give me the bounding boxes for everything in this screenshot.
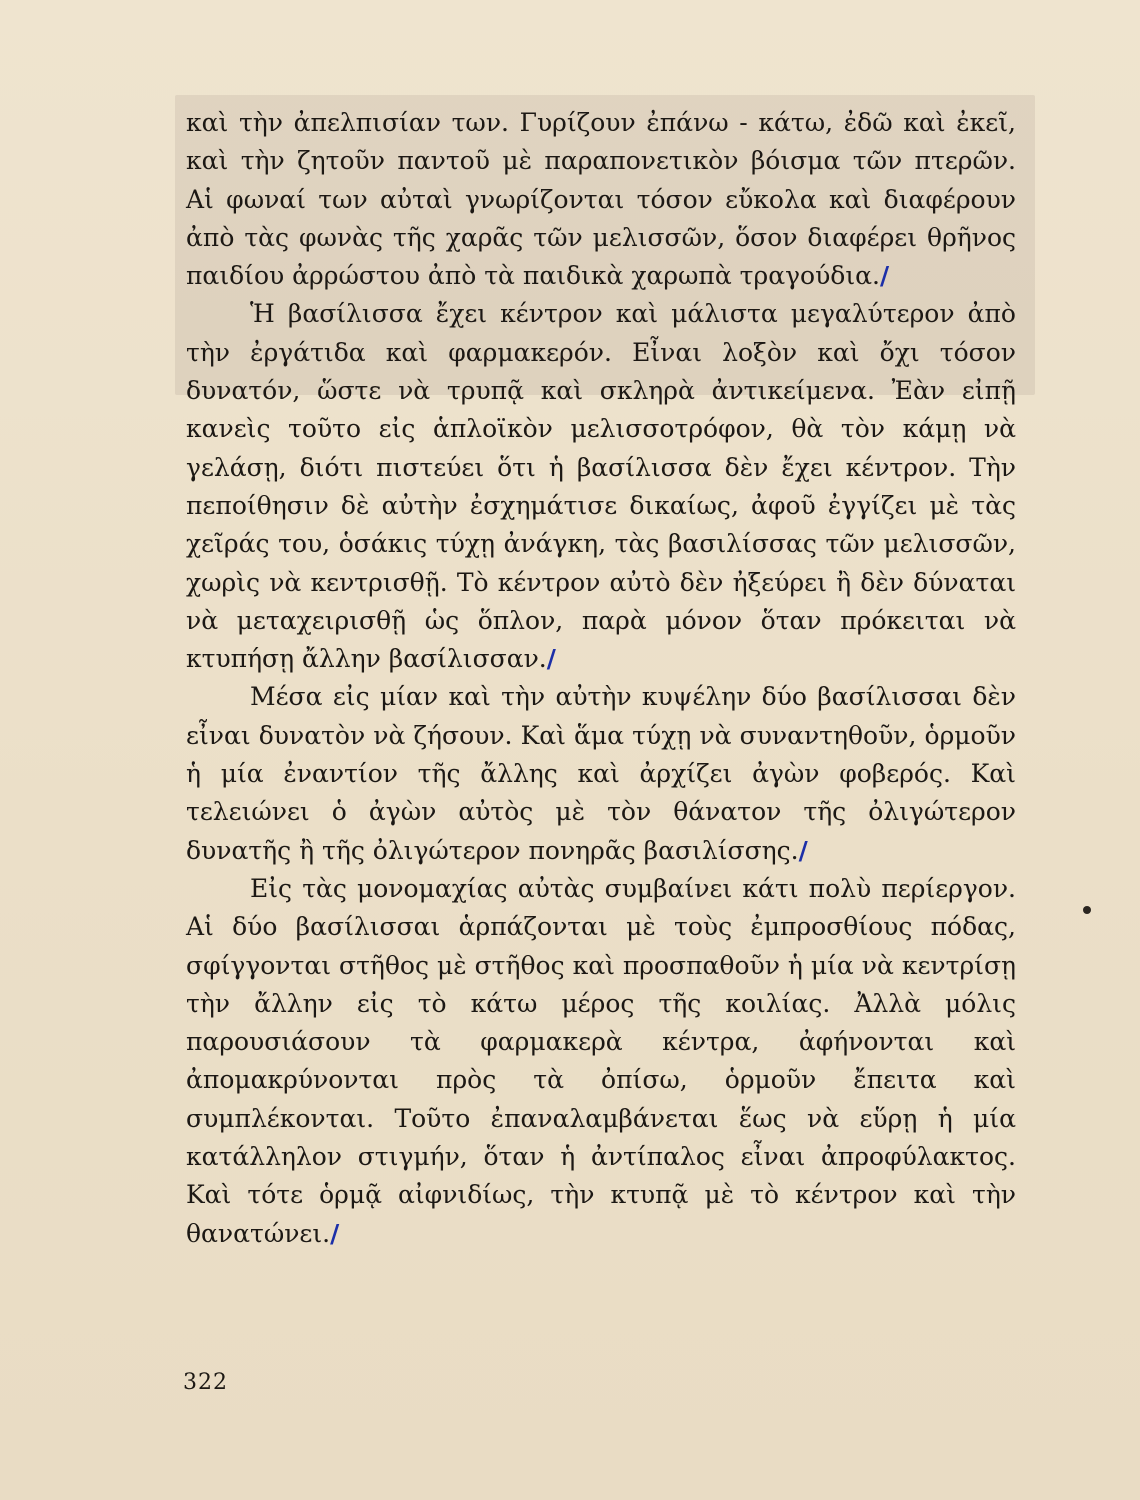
pen-mark: / [546,644,556,674]
pen-mark: / [330,1218,340,1248]
paragraph-text: Ἡ βασίλισσα ἔχει κέντρον καὶ μάλιστα μεγαλύτερον ἀπὸ τὴν ἐργάτιδα καὶ φαρμακερόν. Εἶναι λοξὸν καὶ ὄχι τόσον δυνατόν, ὥστε νὰ τρυπᾷ καὶ σκληρὰ ἀντικείμενα. Ἐὰν εἰπῇ κανεὶς τοῦτο εἰς ἁπλοϊκὸν μελισσοτρόφον, θὰ τὸν κάμῃ νὰ γελάσῃ, διότι πιστεύει ὅτι ἡ βασίλισσα δὲν ἔχει κέντρον. Τὴν πεποίθησιν δὲ αὐτὴν ἐσχημάτισε δικαίως, ἀφοῦ ἐγγίζει μὲ τὰς χεῖράς του, ὁσάκις τύχῃ ἀνάγκη, τὰς βασιλίσσας τῶν μελισσῶν, χωρὶς νὰ κεντρισθῇ. Τὸ κέντρον αὐτὸ δὲν ἠξεύρει ἢ δὲν δύναται νὰ μεταχειρισθῇ ὡς ὅπλον, παρὰ μόνον ὅταν πρόκειται νὰ κτυπήσῃ ἄλλην βασίλισσαν. [186,299,1016,674]
paragraph [186,295,1016,678]
pen-mark: / [798,835,808,865]
body-text [186,104,1016,1253]
ink-speck [1083,906,1091,914]
paragraph-text: Μέσα εἰς μίαν καὶ τὴν αὐτὴν κυψέλην δύο βασίλισσαι δὲν εἶναι δυνατὸν νὰ ζήσουν. Καὶ ἅμα τύχῃ νὰ συναντηθοῦν, ὁρμοῦν ἡ μία ἐναντίον τῆς ἄλλης καὶ ἀρχίζει ἀγὼν φοβερός. Καὶ τελειώνει ὁ ἀγὼν αὐτὸς μὲ τὸν θάνατον τῆς ὀλιγώτερον δυνατῆς ἢ τῆς ὀλιγώτερον πονηρᾶς βασιλίσσης. [186,682,1016,865]
paragraph-text: Εἰς τὰς μονομαχίας αὐτὰς συμβαίνει κάτι πολὺ περίεργον. Αἱ δύο βασίλισσαι ἁρπάζονται μὲ τοὺς ἐμπροσθίους πόδας, σφίγγονται στῆθος μὲ στῆθος καὶ προσπαθοῦν ἡ μία νὰ κεντρίσῃ τὴν ἄλλην εἰς τὸ κάτω μέρος τῆς κοιλίας. Ἀλλὰ μόλις παρουσιάσουν τὰ φαρμακερὰ κέντρα, ἀφήνονται καὶ ἀπομακρύνονται πρὸς τὰ ὀπίσω, ὁρμοῦν ἔπειτα καὶ συμπλέκονται. Τοῦτο ἐπαναλαμβάνεται ἕως νὰ εὕρῃ ἡ μία κατάλληλον στιγμήν, ὅταν ἡ ἀντίπαλος εἶναι ἀπροφύλακτος. Καὶ τότε ὁρμᾷ αἰφνιδίως, τὴν κτυπᾷ μὲ τὸ κέντρον καὶ τὴν θανατώνει. [186,873,1016,1248]
paragraph [186,678,1016,869]
paragraph-text: καὶ τὴν ἀπελπισίαν των. Γυρίζουν ἐπάνω - κάτω, ἐδῶ καὶ ἐκεῖ, καὶ τὴν ζητοῦν παντοῦ μὲ παραπονετικὸν βόισμα τῶν πτερῶν. Αἱ φωναί των αὐταὶ γνωρίζονται τόσον εὔκολα καὶ διαφέρουν ἀπὸ τὰς φωνὰς τῆς χαρᾶς τῶν μελισσῶν, ὅσον διαφέρει θρῆνος παιδίου ἀρρώστου ἀπὸ τὰ παιδικὰ χαρωπὰ τραγούδια. [186,108,1016,291]
paragraph [186,104,1016,295]
page-number: 322 [183,1370,228,1395]
paragraph [186,870,1016,1253]
pen-mark: / [879,261,890,291]
